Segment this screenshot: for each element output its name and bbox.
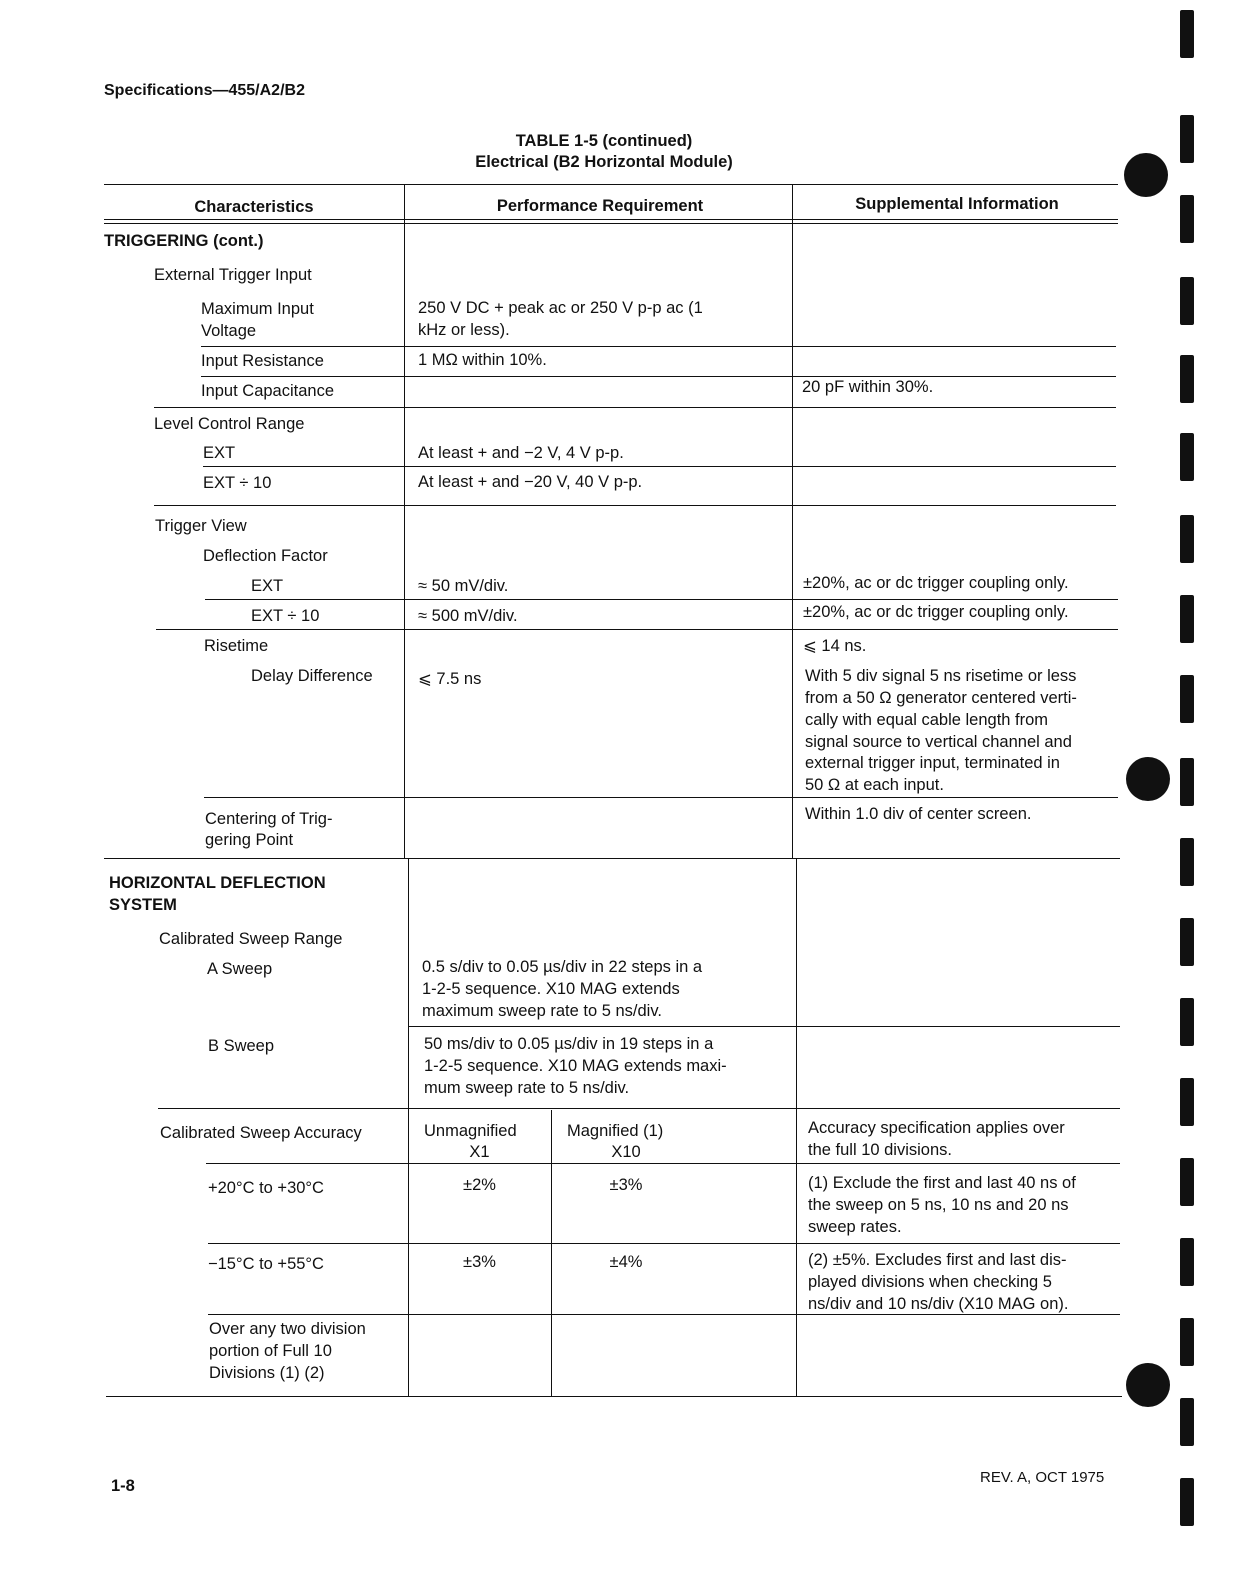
header-double-rule xyxy=(104,219,1118,224)
temp2-x10-value: ±4% xyxy=(609,1253,643,1271)
row-rule xyxy=(203,466,1116,467)
table-top-rule xyxy=(104,184,1118,185)
punch-mark xyxy=(1180,355,1194,403)
tv-ext-supplemental: ±20%, ac or dc trigger coupling only. xyxy=(803,574,1069,592)
column-header-supplemental: Supplemental Information xyxy=(855,195,1059,213)
row-rule xyxy=(201,376,1116,377)
input-capacitance-label: Input Capacitance xyxy=(201,382,335,400)
delay-difference-supplemental: 50 Ω at each input. xyxy=(805,776,944,794)
tv-ext10-performance: ≈ 500 mV/div. xyxy=(418,607,518,625)
temp2-supplemental: ns/div and 10 ns/div (X10 MAG on). xyxy=(808,1295,1069,1313)
section-triggering: TRIGGERING (cont.) xyxy=(104,232,264,250)
unmagnified-header: X1 xyxy=(469,1143,490,1161)
running-title: Specifications—455/A2/B2 xyxy=(104,82,305,99)
temp1-supplemental: the sweep on 5 ns, 10 ns and 20 ns xyxy=(808,1196,1069,1214)
temp1-x10-value: ±3% xyxy=(609,1176,643,1194)
b-sweep-performance: 1-2-5 sequence. X10 MAG extends maxi- xyxy=(424,1057,727,1075)
section-horizontal-deflection: SYSTEM xyxy=(109,896,177,914)
tv-ext10-supplemental: ±20%, ac or dc trigger coupling only. xyxy=(803,603,1069,621)
max-input-label: Voltage xyxy=(201,322,257,340)
page-number: 1-8 xyxy=(111,1477,135,1495)
punch-mark xyxy=(1180,675,1194,723)
magnified-header: Magnified (1) xyxy=(567,1122,664,1140)
b-sweep-label: B Sweep xyxy=(208,1037,275,1055)
a-sweep-performance: 0.5 s/div to 0.05 µs/div in 22 steps in a xyxy=(422,958,703,976)
punch-mark xyxy=(1180,195,1194,243)
calibrated-sweep-range-label: Calibrated Sweep Range xyxy=(159,930,343,948)
temp1-supplemental: (1) Exclude the first and last 40 ns of xyxy=(808,1174,1076,1192)
punch-mark xyxy=(1180,10,1194,58)
delay-difference-supplemental: cally with equal cable length from xyxy=(805,711,1049,729)
delay-difference-supplemental: external trigger input, terminated in xyxy=(805,754,1060,772)
level-ext-label: EXT xyxy=(203,444,236,462)
temp2-supplemental: (2) ±5%. Excludes first and last dis- xyxy=(808,1251,1067,1269)
row-rule xyxy=(154,505,1116,506)
punch-mark xyxy=(1180,758,1194,806)
input-resistance-performance: 1 MΩ within 10%. xyxy=(418,351,547,369)
binder-hole-dot xyxy=(1126,1363,1170,1407)
centering-label: gering Point xyxy=(205,831,294,849)
row-rule xyxy=(205,599,1118,600)
punch-mark xyxy=(1180,838,1194,886)
revision-date: REV. A, OCT 1975 xyxy=(980,1469,1105,1486)
section-horizontal-deflection: HORIZONTAL DEFLECTION xyxy=(109,874,326,892)
calibrated-sweep-accuracy-label: Calibrated Sweep Accuracy xyxy=(160,1124,362,1142)
a-sweep-label: A Sweep xyxy=(207,960,273,978)
level-ext10-performance: At least + and −20 V, 40 V p-p. xyxy=(418,473,643,491)
delay-difference-supplemental: With 5 div signal 5 ns risetime or less xyxy=(805,667,1077,685)
delay-difference-supplemental: from a 50 Ω generator centered verti- xyxy=(805,689,1077,707)
b-sweep-performance: 50 ms/div to 0.05 µs/div in 19 steps in a xyxy=(424,1035,714,1053)
row-rule xyxy=(154,407,1116,408)
punch-mark xyxy=(1180,1078,1194,1126)
table-subtitle: Electrical (B2 Horizontal Module) xyxy=(475,153,733,171)
punch-mark xyxy=(1180,918,1194,966)
binder-hole-dot xyxy=(1126,757,1170,801)
delay-difference-performance: ⩽ 7.5 ns xyxy=(418,670,482,688)
punch-mark xyxy=(1180,998,1194,1046)
over-two-division-label: Over any two division xyxy=(209,1320,366,1338)
row-rule xyxy=(201,346,1116,347)
row-rule xyxy=(408,1026,1120,1027)
punch-mark xyxy=(1180,1318,1194,1366)
level-ext10-label: EXT ÷ 10 xyxy=(203,474,272,492)
delay-difference-label: Delay Difference xyxy=(251,667,373,685)
row-rule xyxy=(204,797,1118,798)
centering-supplemental: Within 1.0 div of center screen. xyxy=(805,805,1032,823)
punch-mark xyxy=(1180,433,1194,481)
risetime-label: Risetime xyxy=(204,637,269,655)
external-trigger-input-label: External Trigger Input xyxy=(154,266,312,284)
column-divider xyxy=(792,184,793,858)
column-divider xyxy=(796,858,797,1396)
level-control-range-label: Level Control Range xyxy=(154,415,305,433)
accuracy-supplemental: the full 10 divisions. xyxy=(808,1141,952,1159)
magnified-header: X10 xyxy=(611,1143,641,1161)
column-header-characteristics: Characteristics xyxy=(194,198,314,216)
column-divider xyxy=(408,858,409,1396)
temp2-x1-value: ±3% xyxy=(463,1253,496,1271)
tv-ext-performance: ≈ 50 mV/div. xyxy=(418,577,509,595)
row-rule xyxy=(156,629,1118,630)
column-header-performance: Performance Requirement xyxy=(496,197,704,215)
centering-label: Centering of Trig- xyxy=(205,810,333,828)
punch-mark xyxy=(1180,1478,1194,1526)
max-input-performance: kHz or less). xyxy=(418,321,510,339)
unmagnified-header: Unmagnified xyxy=(424,1122,517,1140)
punch-mark xyxy=(1180,515,1194,563)
a-sweep-performance: 1-2-5 sequence. X10 MAG extends xyxy=(422,980,680,998)
punch-mark xyxy=(1180,595,1194,643)
max-input-label: Maximum Input xyxy=(201,300,314,318)
level-ext-performance: At least + and −2 V, 4 V p-p. xyxy=(418,444,624,462)
trigger-view-label: Trigger View xyxy=(155,517,247,535)
binder-hole-dot xyxy=(1124,153,1168,197)
row-rule xyxy=(206,1163,1120,1164)
input-resistance-label: Input Resistance xyxy=(201,352,324,370)
temp-range-label: +20°C to +30°C xyxy=(208,1179,324,1197)
row-rule xyxy=(208,1314,1120,1315)
accuracy-supplemental: Accuracy specification applies over xyxy=(808,1119,1065,1137)
temp-range-label: −15°C to +55°C xyxy=(208,1255,324,1273)
punch-mark xyxy=(1180,1158,1194,1206)
punch-mark xyxy=(1180,277,1194,325)
b-sweep-performance: mum sweep rate to 5 ns/div. xyxy=(424,1079,630,1097)
row-rule xyxy=(208,1243,1120,1244)
over-two-division-label: Divisions (1) (2) xyxy=(209,1364,325,1382)
a-sweep-performance: maximum sweep rate to 5 ns/div. xyxy=(422,1002,662,1020)
max-input-performance: 250 V DC + peak ac or 250 V p-p ac (1 xyxy=(418,299,703,317)
punch-mark xyxy=(1180,1398,1194,1446)
punch-mark xyxy=(1180,115,1194,163)
temp1-supplemental: sweep rates. xyxy=(808,1218,902,1236)
risetime-supplemental: ⩽ 14 ns. xyxy=(803,637,867,655)
tv-ext10-label: EXT ÷ 10 xyxy=(251,607,320,625)
row-rule xyxy=(158,1108,1120,1109)
table-title: TABLE 1-5 (continued) xyxy=(515,132,693,150)
input-capacitance-supplemental: 20 pF within 30%. xyxy=(802,378,934,396)
deflection-factor-label: Deflection Factor xyxy=(203,547,328,565)
temp1-x1-value: ±2% xyxy=(463,1176,496,1194)
temp2-supplemental: played divisions when checking 5 xyxy=(808,1273,1052,1291)
tv-ext-label: EXT xyxy=(251,577,284,595)
delay-difference-supplemental: signal source to vertical channel and xyxy=(805,733,1072,751)
punch-mark xyxy=(1180,1238,1194,1286)
over-two-division-label: portion of Full 10 xyxy=(209,1342,332,1360)
section-rule xyxy=(104,858,1120,859)
column-divider xyxy=(404,184,405,858)
table-bottom-rule xyxy=(106,1396,1122,1397)
